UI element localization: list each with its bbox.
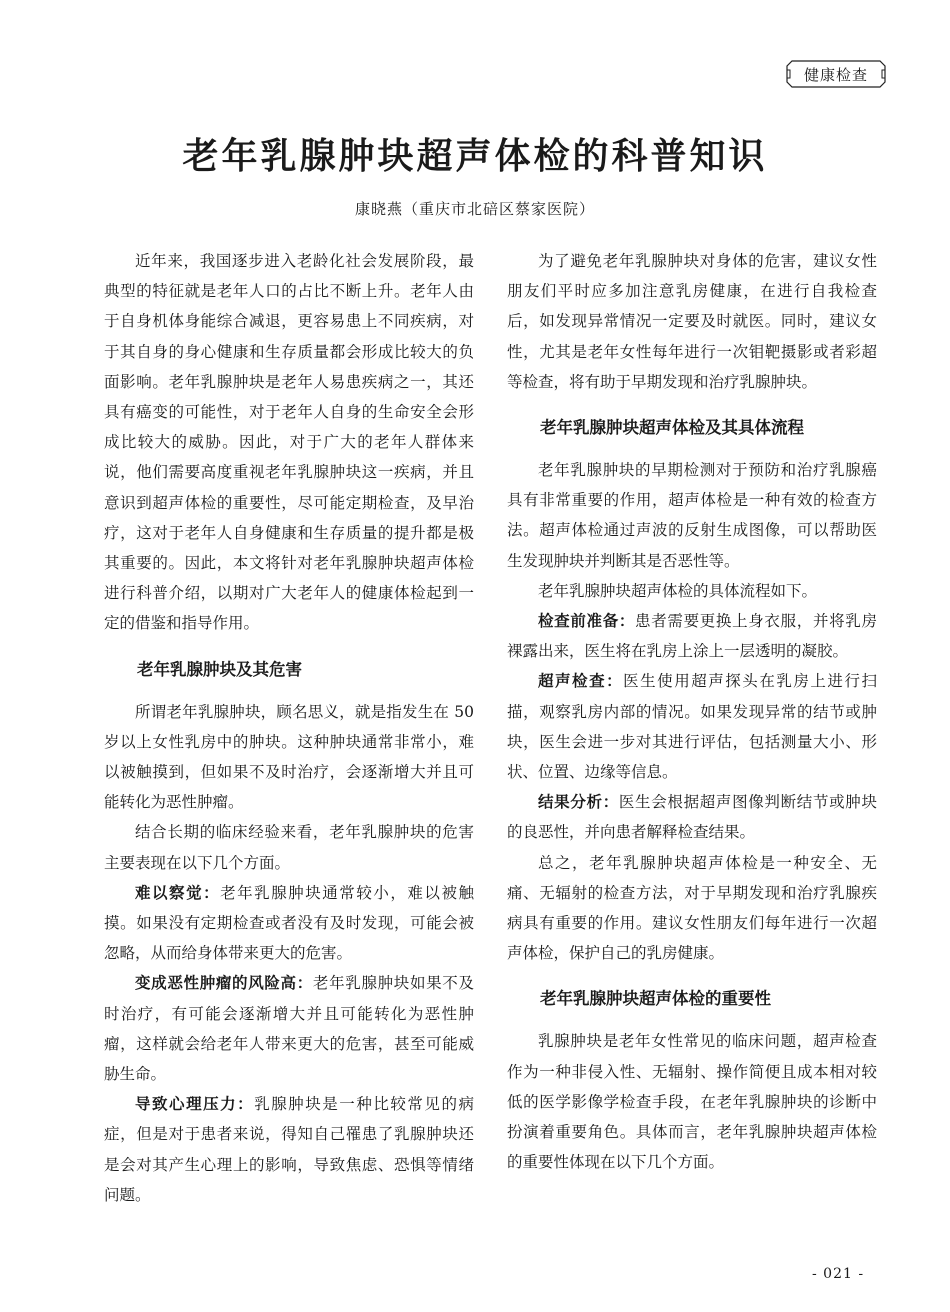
item-text: 医生使用超声探头在乳房上进行扫描，观察乳房内部的情况。如果发现异常的结节或肿块，医生会进一步对其进行评估，包括测量大小、形状、位置、边缘等信息。 [507,672,877,782]
item-text: 老年乳腺肿块通常较小，难以被触摸。如果没有定期检查或者没有及时发现，可能会被忽略，从而给身体带来更大的危害。 [104,883,474,963]
article-author: 康晓燕（重庆市北碚区蔡家医院） [354,200,595,218]
item-label: 导致心理压力： [135,1095,255,1114]
right-column [507,246,877,1177]
section-heading: 老年乳腺肿块超声体检及其具体流程 [540,418,804,438]
list-item [507,666,877,787]
section-heading: 老年乳腺肿块超声体检的重要性 [540,989,771,1009]
body-paragraph: 老年乳腺肿块超声体检的具体流程如下。 [538,581,818,600]
item-label: 变成恶性肿瘤的风险高： [135,974,313,993]
item-label: 结果分析： [538,793,619,812]
body-paragraph: 所谓老年乳腺肿块，顾名思义，就是指发生在 50 岁以上女性乳房中的肿块。这种肿块通常非常小，难以被触摸到，但如果不及时治疗，会逐渐增大并且可能转化为恶性肿瘤。 [104,702,474,812]
item-label: 超声检查： [538,672,624,691]
page-number: - 021 - [812,1266,865,1282]
article-title: 老年乳腺肿块超声体检的科普知识 [182,136,768,177]
list-item [507,606,877,666]
item-label: 检查前准备： [538,612,636,631]
section-tag-label: 健康检查 [803,65,868,84]
list-item [104,968,474,1089]
list-item [104,878,474,969]
section-heading: 老年乳腺肿块及其危害 [137,659,302,679]
item-text: 医生会根据超声图像判断结节或肿块的良恶性，并向患者解释检查结果。 [507,793,877,842]
item-text: 乳腺肿块是一种比较常见的病症，但是对于患者来说，得知自己罹患了乳腺肿块还是会对其产生心理上的影响，导致焦虑、恐惧等情绪问题。 [104,1095,474,1204]
item-text: 患者需要更换上身衣服，并将乳房裸露出来，医生将在乳房上涂上一层透明的凝胶。 [507,612,877,661]
item-label: 难以察觉： [135,883,221,902]
item-text: 老年乳腺肿块如果不及时治疗，有可能会逐渐增大并且可能转化为恶性肿瘤，这样就会给老年人带来更大的危害，甚至可能威胁生命。 [104,974,474,1084]
list-item [507,787,877,847]
body-paragraph: 老年乳腺肿块的早期检测对于预防和治疗乳腺癌具有非常重要的作用，超声体检是一种有效的检查方法。超声体检通过声波的反射生成图像，可以帮助医生发现肿块并判断其是否恶性等。 [507,461,877,570]
body-paragraph: 乳腺肿块是老年女性常见的临床问题，超声检查作为一种非侵入性、无辐射、操作简便且成本相对较低的医学影像学检查手段，在老年乳腺肿块的诊断中扮演着重要角色。具体而言，老年乳腺肿块超声体检的重要性体现在以下几个方面。 [507,1032,877,1172]
list-item [104,1089,474,1210]
body-paragraph: 结合长期的临床经验来看，老年乳腺肿块的危害主要表现在以下几个方面。 [104,823,474,872]
body-paragraph: 为了避免老年乳腺肿块对身体的危害，建议女性朋友们平时应多加注意乳房健康，在进行自我检查后，如发现异常情况一定要及时就医。同时，建议女性，尤其是老年女性每年进行一次钼靶摄影或者彩超等检查，将有助于早期发现和治疗乳腺肿块。 [507,252,877,391]
intro-paragraph: 近年来，我国逐步进入老龄化社会发展阶段，最典型的特征就是老年人口的占比不断上升。老年人由于自身机体身能综合减退，更容易患上不同疾病，对于其自身的身心健康和生存质量都会形成比较大的负面影响。老年乳腺肿块是老年人易患疾病之一，其还具有癌变的可能性，对于老年人自身的生命安全会形成比较大的威胁。因此，对于广大的老年人群体来说，他们需要高度重视老年乳腺肿块这一疾病，并且意识到超声体检的重要性，尽可能定期检查，及早治疗，这对于老年人自身健康和生存质量的提升都是极其重要的。因此，本文将针对老年乳腺肿块超声体检进行科普介绍，以期对广大老年人的健康体检起到一定的借鉴和指导作用。 [104,252,474,633]
section-tag [786,60,886,88]
left-column [104,246,474,1210]
body-paragraph: 总之，老年乳腺肿块超声体检是一种安全、无痛、无辐射的检查方法，对于早期发现和治疗乳腺疾病具有重要的作用。建议女性朋友们每年进行一次超声体检，保护自己的乳房健康。 [507,853,877,963]
